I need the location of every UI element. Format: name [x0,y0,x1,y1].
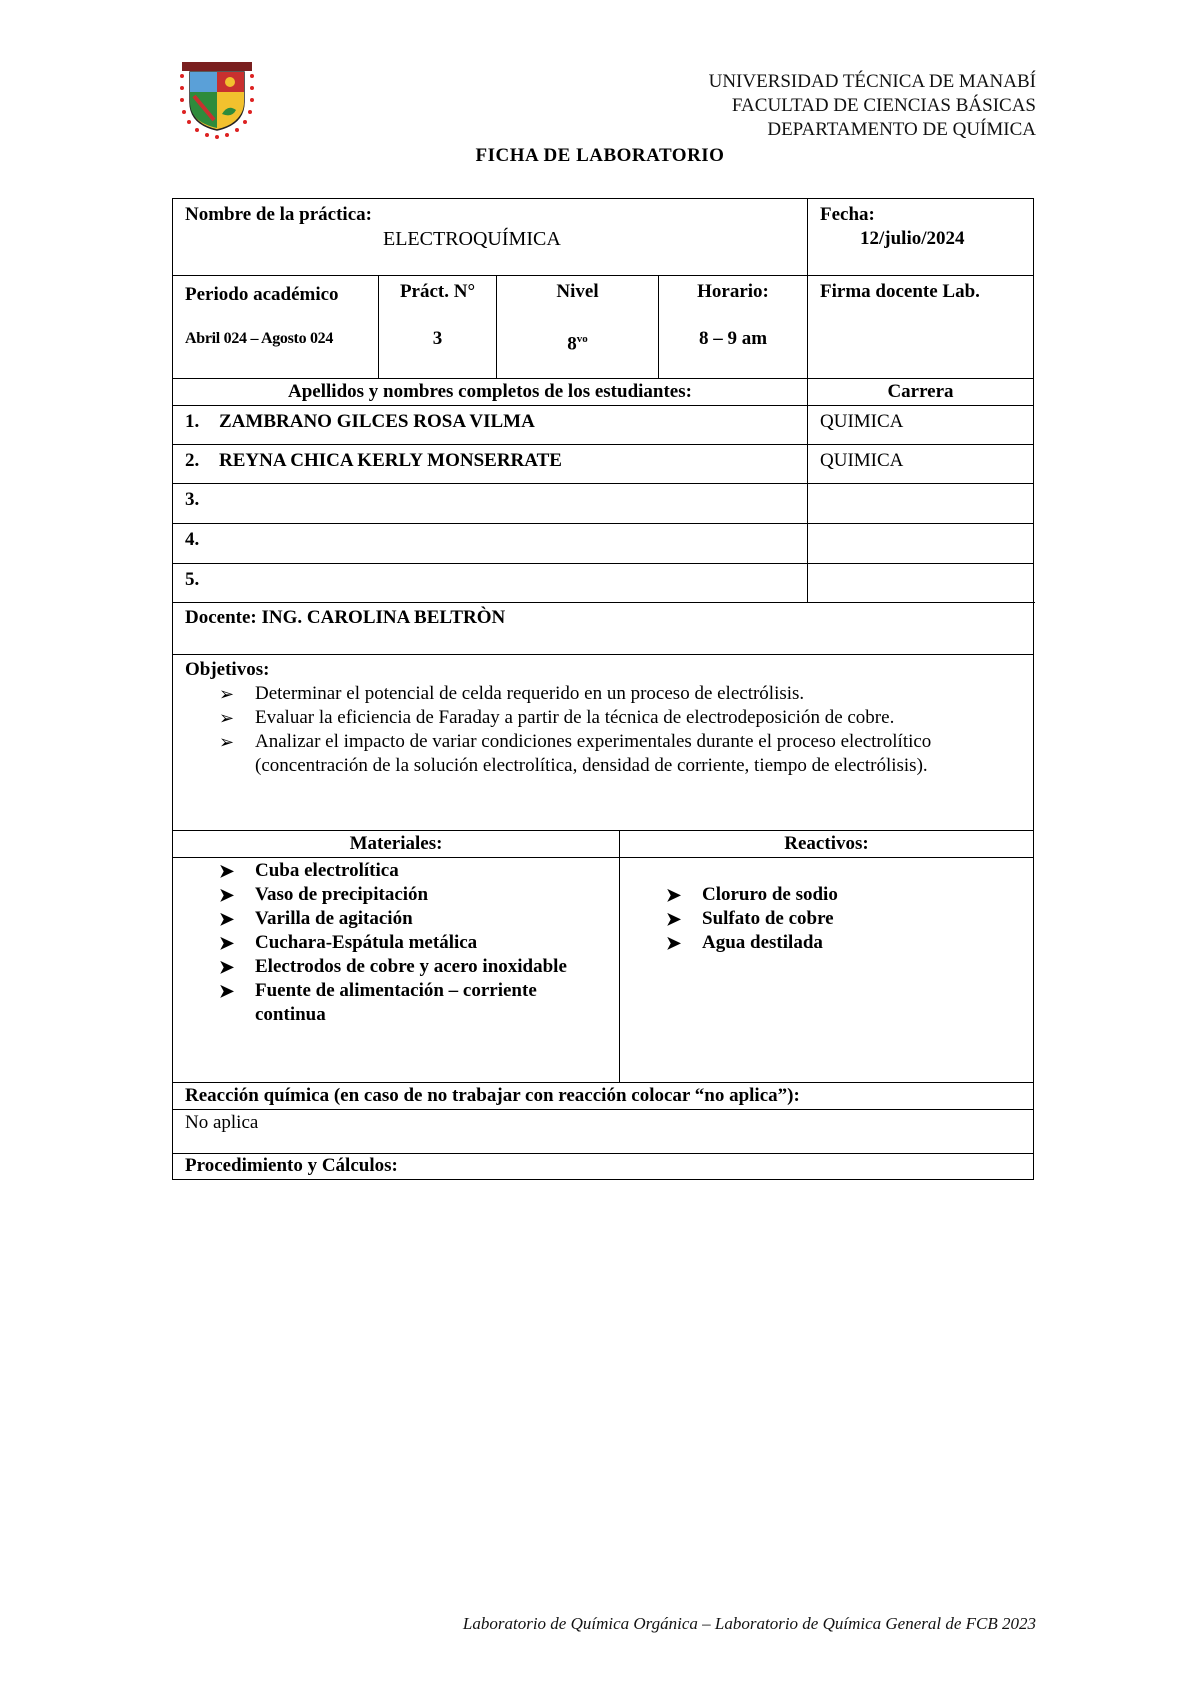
schedule-cell [658,276,807,378]
date-value: 12/julio/2024 [860,228,965,249]
list-item [219,955,607,979]
arrowhead-bullet-icon: ➤ [666,885,682,905]
date-cell [807,199,1033,275]
reagents-list [632,883,1021,955]
arrowhead-bullet-icon: ➤ [219,957,235,977]
practice-number-cell [378,276,496,378]
faculty-name: FACULTAD DE CIENCIAS BÁSICAS [731,95,1036,116]
material-text: Varilla de agitación [255,908,413,929]
teacher-cell [173,603,1033,654]
teacher-label: Docente: [185,607,257,628]
objective-text: Analizar el impacto de variar condiciones experimentales durante el proceso electrolítico (concentración de la solución electrolítica, densidad de corriente, tiempo de electrólisis). [255,731,932,776]
teacher-row [172,603,1034,655]
procedure-row [172,1154,1034,1180]
list-item [219,682,1015,706]
level-cell [496,276,658,378]
reagent-text: Cloruro de sodio [702,884,838,905]
period-cell [173,276,378,378]
student-name: REYNA CHICA KERLY MONSERRATE [219,450,562,471]
reaction-value-row [172,1110,1034,1154]
student-row [172,524,1034,564]
student-name-cell [173,524,807,563]
institution-header [709,70,1036,142]
student-name-cell [173,445,807,483]
arrowhead-bullet-icon: ➤ [666,933,682,953]
objective-text: Determinar el potencial de celda requerido en un proceso de electrólisis. [255,683,805,704]
student-career: QUIMICA [807,406,1033,444]
list-item [219,706,1015,730]
university-name: UNIVERSIDAD TÉCNICA DE MANABÍ [708,71,1036,92]
materials-row [172,858,1034,1083]
objectives-list [185,682,1021,778]
university-crest-icon [176,60,258,142]
signature-label: Firma docente Lab. [820,281,980,302]
arrowhead-bullet-icon: ➤ [219,981,235,1001]
objective-text: Evaluar la eficiencia de Faraday a partir de la técnica de electrodeposición de cobre. [255,707,895,728]
meta-row [172,276,1034,379]
reagent-text: Sulfato de cobre [702,908,834,929]
materials-list [185,859,607,1027]
reagents-label: Reactivos: [619,831,1033,857]
student-career [807,524,1033,563]
period-label: Periodo académico [185,284,339,305]
objectives-label: Objetivos: [185,659,270,680]
schedule-value: 8 – 9 am [698,328,768,349]
students-header: Apellidos y nombres completos de los estudiantes: [288,381,692,402]
list-item [666,931,1021,955]
student-row [172,564,1034,603]
arrowhead-bullet-icon: ➢ [219,732,235,752]
practice-name-label: Nombre de la práctica: [185,204,372,225]
materials-label: Materiales: [349,833,443,854]
page-footer: Laboratorio de Química Orgánica – Laboratorio de Química General de FCB 2023 [462,1614,1036,1633]
level-value [509,327,646,356]
list-item [666,907,1021,931]
material-text: Cuchara-Espátula metálica [255,932,478,953]
career-header: Carrera [807,379,1033,405]
student-number: 5. [185,569,200,590]
level-number: 8 [567,333,577,355]
student-name: ZAMBRANO GILCES ROSA VILMA [219,411,535,432]
arrowhead-bullet-icon: ➤ [219,861,235,881]
arrowhead-bullet-icon: ➤ [219,885,235,905]
list-item [219,979,607,1027]
procedure-label: Procedimiento y Cálculos: [185,1155,398,1176]
reaction-label: Reacción química (en caso de no trabajar con reacción colocar “no aplica”): [185,1085,800,1106]
level-superscript: vo [576,333,588,345]
student-row [172,406,1034,445]
student-row [172,484,1034,524]
list-item [219,883,607,907]
student-number: 1. [185,411,200,432]
reagents-cell [619,858,1033,1082]
practice-name-value: ELECTROQUÍMICA [383,228,561,250]
materials-header-row [172,831,1034,858]
level-label: Nivel [556,281,599,302]
materials-cell [173,858,619,1082]
student-number: 4. [185,529,200,550]
reagent-text: Agua destilada [702,932,823,953]
arrowhead-bullet-icon: ➤ [219,933,235,953]
date-label: Fecha: [820,204,875,225]
student-name-cell [173,564,807,603]
list-item [219,931,607,955]
students-header-row [172,379,1034,406]
student-name-cell [173,484,807,523]
student-row [172,445,1034,484]
signature-cell [807,276,1033,378]
objectives-cell [173,655,1033,830]
arrowhead-bullet-icon: ➤ [219,909,235,929]
practice-row [172,198,1034,276]
arrowhead-bullet-icon: ➢ [219,708,235,728]
practice-number-value: 3 [432,328,443,349]
practice-name-cell [173,199,807,275]
schedule-label: Horario: [697,281,769,302]
reaction-header-row [172,1083,1034,1110]
student-career [807,564,1035,603]
department-name: DEPARTAMENTO DE QUÍMICA [767,119,1036,140]
student-number: 2. [185,450,200,471]
practice-number-label: Práct. N° [399,281,476,302]
arrowhead-bullet-icon: ➢ [219,684,235,704]
list-item [219,730,1015,778]
objectives-row [172,655,1034,831]
period-value: Abril 024 – Agosto 024 [185,330,334,347]
arrowhead-bullet-icon: ➤ [666,909,682,929]
material-text: Vaso de precipitación [255,884,429,905]
lab-sheet-table [172,198,1034,1180]
material-text: Fuente de alimentación – corriente continua [255,980,537,1025]
student-career [807,484,1033,523]
material-text: Cuba electrolítica [255,860,399,881]
document-title: FICHA DE LABORATORIO [475,145,725,166]
reaction-value: No aplica [185,1112,259,1133]
student-number: 3. [185,489,200,510]
teacher-name: ING. CAROLINA BELTRÒN [261,607,506,628]
list-item [666,883,1021,907]
list-item [219,859,607,883]
student-name-cell [173,406,807,444]
list-item [219,907,607,931]
student-career: QUIMICA [807,445,1033,483]
material-text: Electrodos de cobre y acero inoxidable [255,956,567,977]
